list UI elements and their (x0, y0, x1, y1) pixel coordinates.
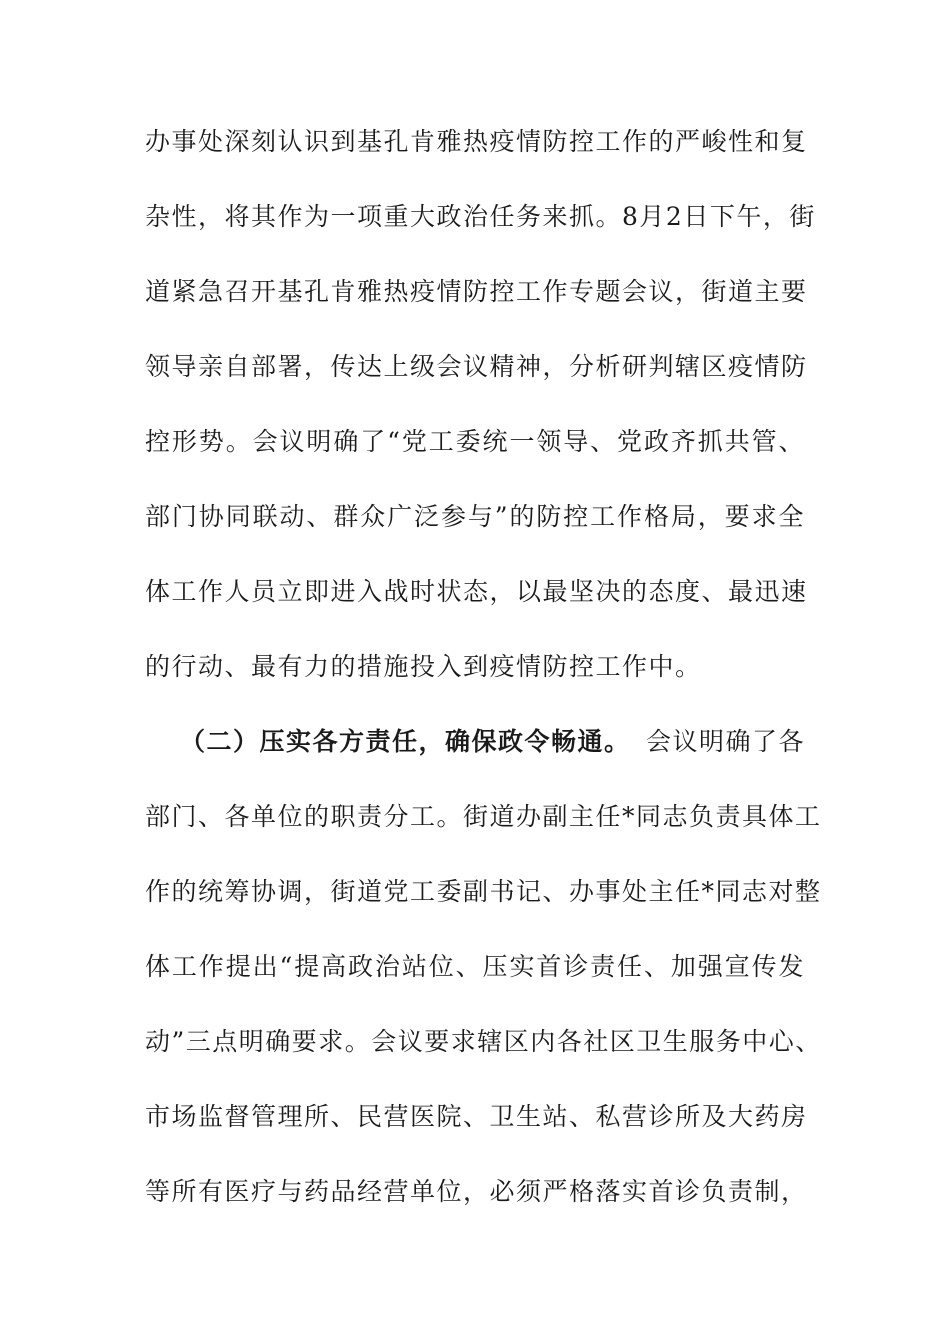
paragraph2-line: 作的统筹协调，街道党工委副书记、办事处主任*同志对整 (145, 877, 822, 906)
paragraph1-line: 办事处深刻认识到基孔肯雅热疫情防控工作的严峻性和复 (145, 127, 808, 156)
paragraph2-line: 部门、各单位的职责分工。街道办副主任*同志负责具体工 (145, 802, 822, 831)
section-heading: （二）压实各方责任，确保政令畅通。 (180, 727, 631, 756)
paragraph1-line: 道紧急召开基孔肯雅热疫情防控工作专题会议，街道主要 (145, 277, 808, 306)
paragraph2-line: 动”三点明确要求。会议要求辖区内各社区卫生服务中心、 (145, 1027, 822, 1056)
paragraph1-line: 领导亲自部署，传达上级会议精神，分析研判辖区疫情防 (145, 352, 808, 381)
paragraph2-first-line (180, 722, 805, 762)
paragraph2-line: 体工作提出“提高政治站位、压实首诊责任、加强宣传发 (145, 952, 805, 981)
paragraph1-line: 的行动、最有力的措施投入到疫情防控工作中。 (145, 652, 702, 681)
paragraph2-line: 市场监督管理所、民营医院、卫生站、私营诊所及大药房 (145, 1102, 808, 1131)
paragraph1-line: 部门协同联动、群众广泛参与”的防控工作格局，要求全 (145, 502, 805, 531)
paragraph1-line: 控形势。会议明确了“党工委统一领导、党政齐抓共管、 (145, 427, 805, 456)
paragraph1-line: 体工作人员立即进入战时状态，以最坚决的态度、最迅速 (145, 577, 808, 606)
paragraph2-line: 等所有医疗与药品经营单位，必须严格落实首诊负责制， (145, 1177, 808, 1206)
paragraph1-line: 杂性，将其作为一项重大政治任务来抓。8月2日下午，街 (145, 202, 816, 231)
paragraph2-text: 会议明确了各 (645, 727, 805, 756)
